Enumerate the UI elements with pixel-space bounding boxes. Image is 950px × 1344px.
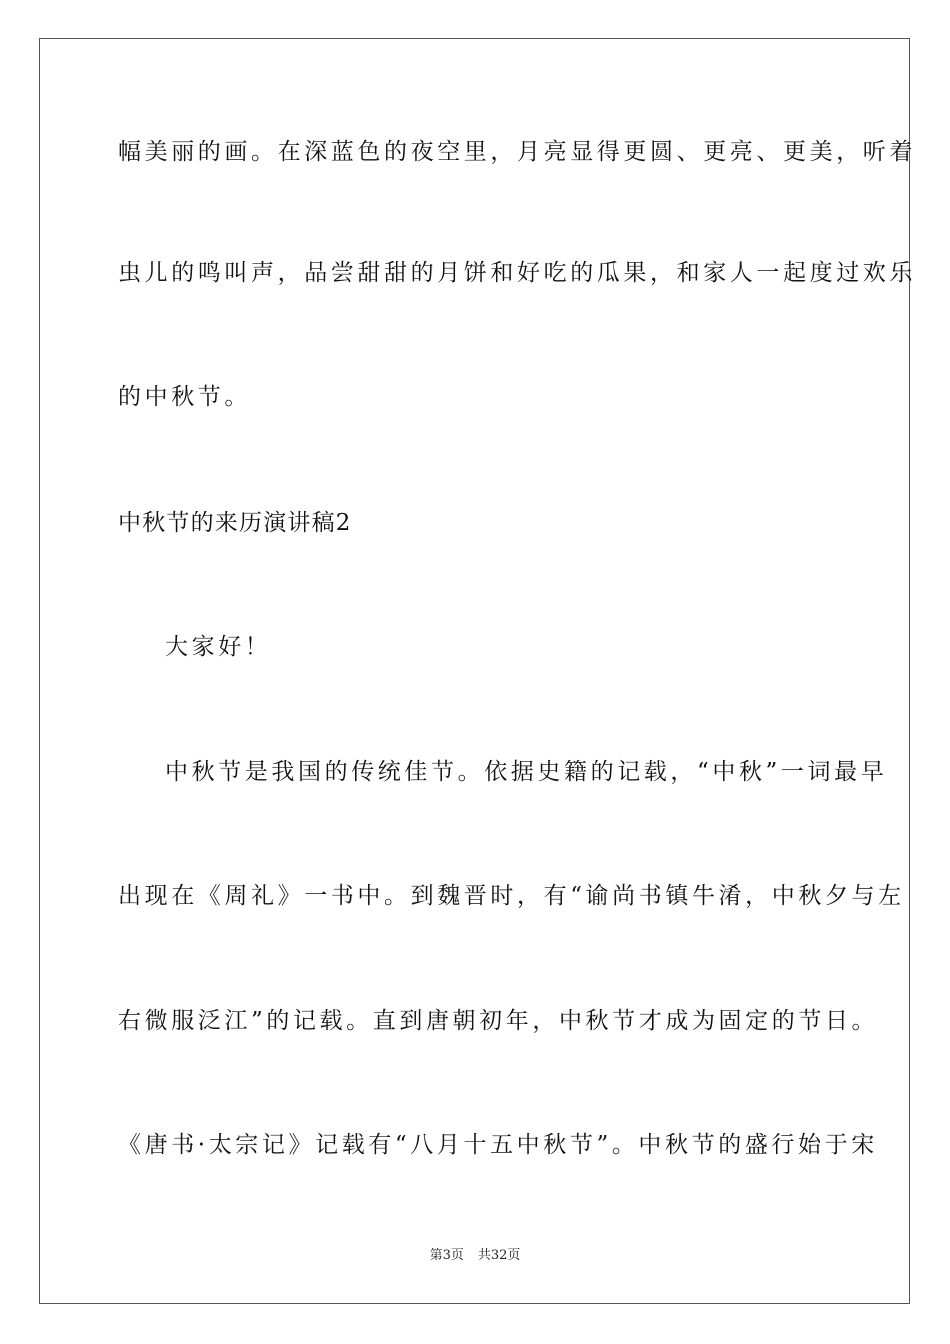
- paragraph-line: 出现在《周礼》一书中。到魏晋时，有“谕尚书镇牛淆，中秋夕与左: [118, 883, 905, 909]
- greeting-line: 大家好！: [165, 634, 272, 660]
- page-footer: [0, 1247, 950, 1265]
- page-number: 第3页: [429, 1248, 464, 1263]
- paragraph-line: 幅美丽的画。在深蓝色的夜空里，月亮显得更圆、更亮、更美，听着: [118, 139, 916, 165]
- paragraph-line: 《唐书·太宗记》记载有“八月十五中秋节”。中秋节的盛行始于宋: [118, 1132, 878, 1158]
- paragraph-line: 右微服泛江”的记载。直到唐朝初年，中秋节才成为固定的节日。: [118, 1008, 879, 1034]
- total-pages: 共32页: [477, 1248, 521, 1263]
- paragraph-line: 中秋节是我国的传统佳节。依据史籍的记载，“中秋”一词最早: [165, 759, 888, 785]
- paragraph-line: 虫儿的鸣叫声，品尝甜甜的月饼和好吃的瓜果，和家人一起度过欢乐: [118, 260, 916, 286]
- paragraph-line: 的中秋节。: [118, 384, 251, 410]
- page-border: [39, 38, 916, 1304]
- section-heading: 中秋节的来历演讲稿2: [118, 510, 352, 536]
